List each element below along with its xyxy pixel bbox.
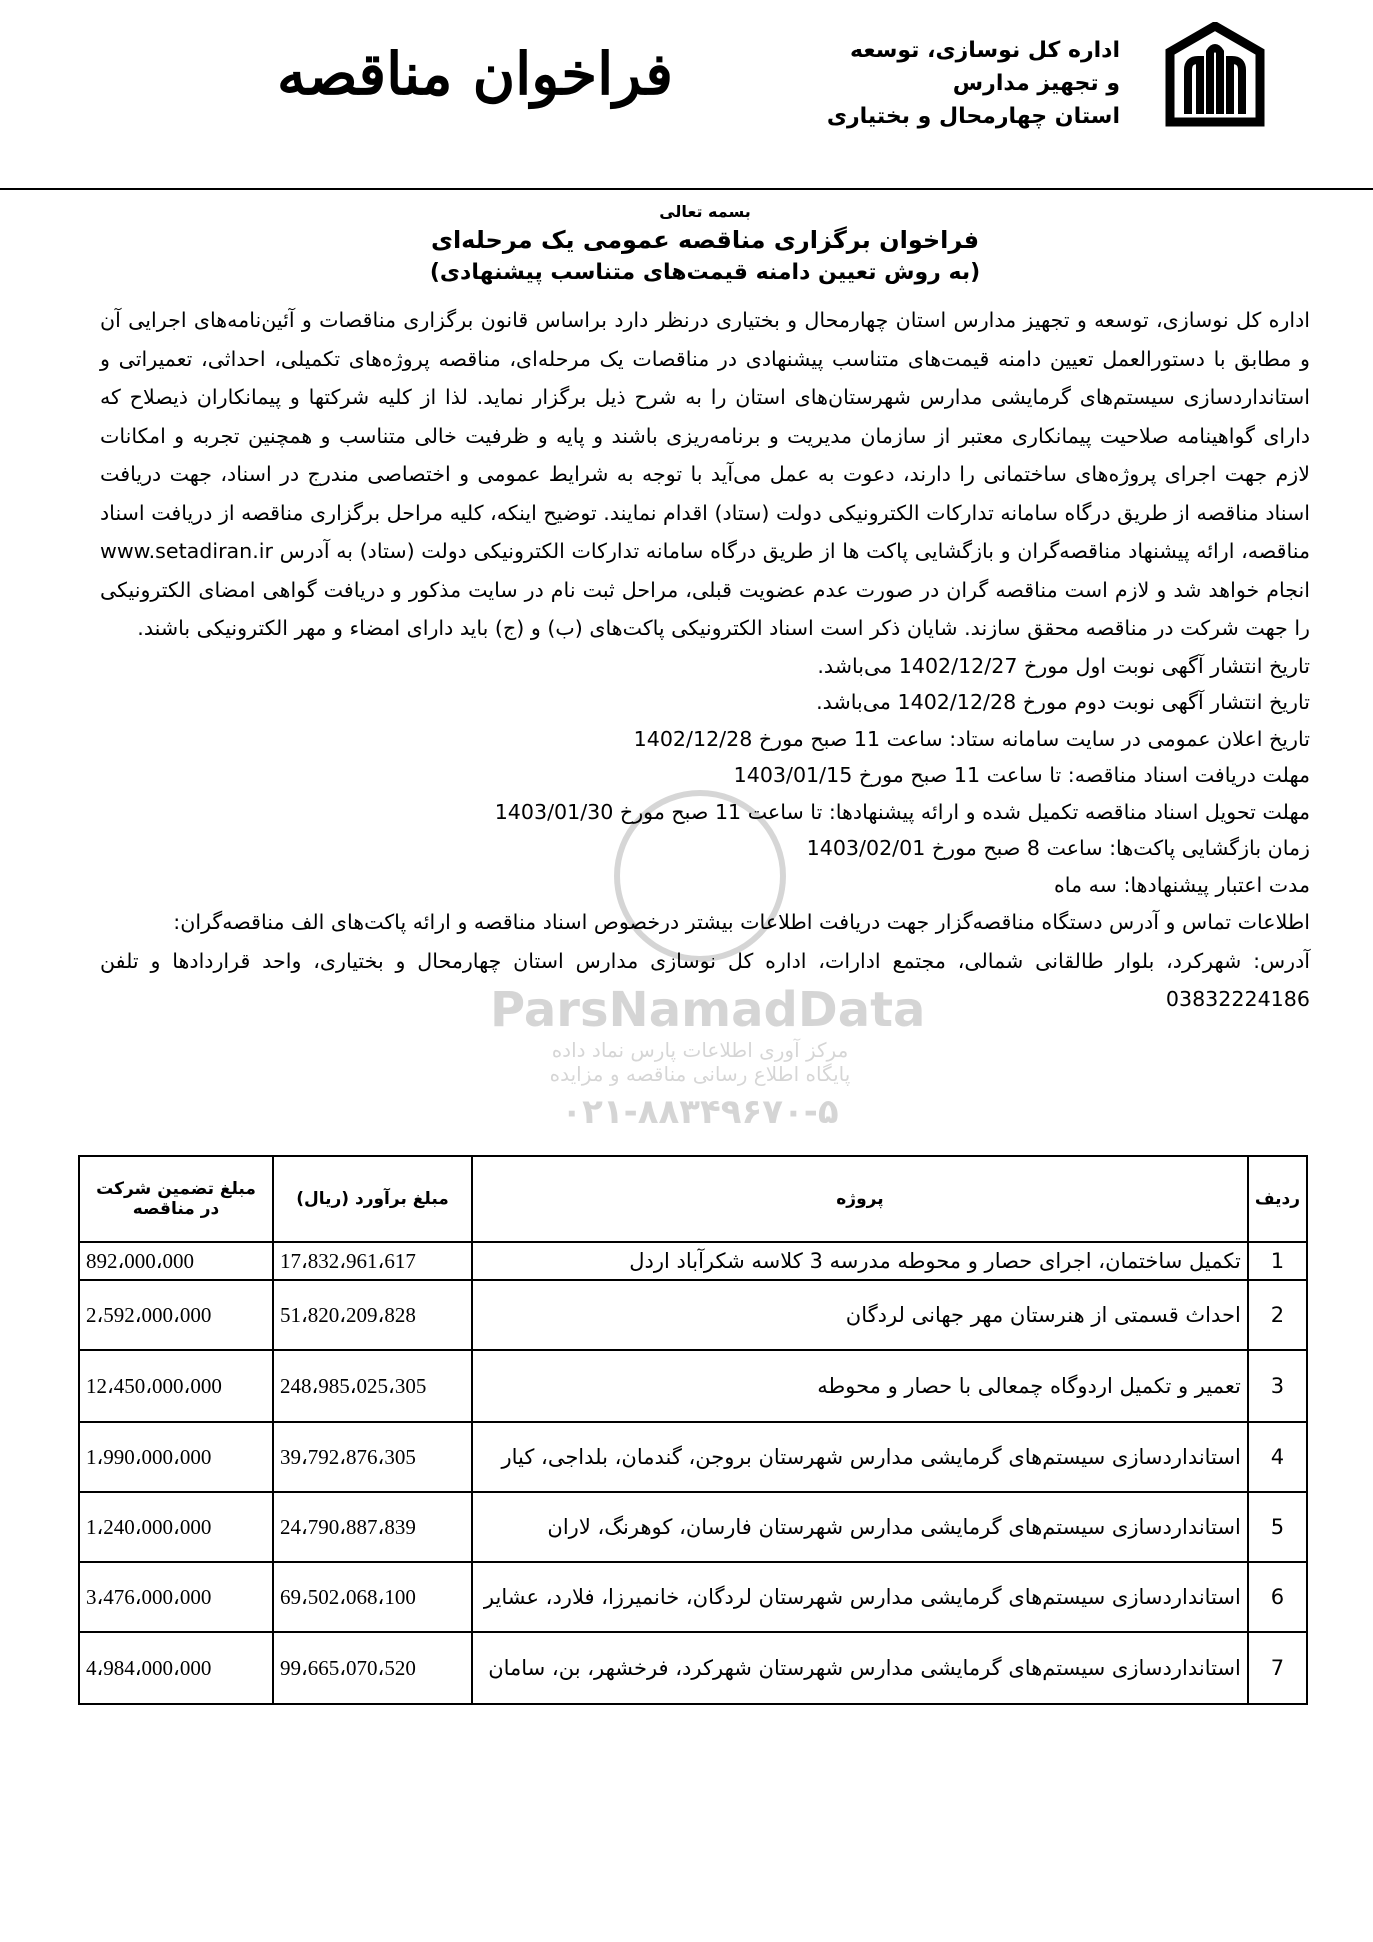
- estimate-amount: 248،985،025،305: [273, 1350, 472, 1422]
- bismillah: بسمه تعالی: [659, 202, 751, 221]
- table-row: [79, 1562, 1307, 1632]
- projects-table: [78, 1155, 1308, 1705]
- org-line-2: و تجهیز مدارس: [952, 71, 1120, 96]
- school-renovation-logo-icon: [1160, 22, 1270, 137]
- table-row: [79, 1492, 1307, 1562]
- row-number: 7: [1248, 1632, 1307, 1704]
- project-name: تعمیر و تکمیل اردوگاه چمعالی با حصار و محوطه: [472, 1350, 1248, 1422]
- organization-name: [780, 34, 1120, 133]
- contact-address: آدرس: شهرکرد، بلوار طالقانی شمالی، مجتمع ادارات، اداره کل نوسازی مدارس استان چهارمحال و بختیاری، واحد قراردادها و تلفن 03832224186: [100, 948, 1310, 1011]
- project-name: تکمیل ساختمان، اجرای حصار و محوطه مدرسه 3 کلاسه شکرآباد اردل: [472, 1242, 1248, 1280]
- submission-deadline: مهلت تحویل اسناد مناقصه تکمیل شده و ارائه پیشنهادها: تا ساعت 11 صبح مورخ 1403/01/30: [494, 799, 1310, 824]
- guarantee-amount: 2،592،000،000: [79, 1280, 273, 1350]
- guarantee-amount: 1،990،000،000: [79, 1422, 273, 1492]
- estimate-amount: 99،665،070،520: [273, 1632, 472, 1704]
- table-header-row: [79, 1156, 1307, 1242]
- project-name: استانداردسازی سیستم‌های گرمایشی مدارس شهرستان شهرکرد، فرخشهر، بن، سامان: [472, 1632, 1248, 1704]
- row-number: 6: [1248, 1562, 1307, 1632]
- opening-time: زمان بازگشایی پاکت‌ها: ساعت 8 صبح مورخ 1403/02/01: [806, 836, 1310, 860]
- announce-date: تاریخ اعلان عمومی در سایت سامانه ستاد: ساعت 11 صبح مورخ 1402/12/28: [633, 726, 1310, 751]
- watermark-line-1: مرکز آوری اطلاعات پارس نماد داده: [551, 1038, 849, 1062]
- watermark-phone: ۰۲۱-۸۸۳۴۹۶۷۰-۵: [561, 1092, 839, 1132]
- table-row: [79, 1632, 1307, 1704]
- estimate-amount: 51،820،209،828: [273, 1280, 472, 1350]
- col-project-header: پروژه: [472, 1156, 1248, 1242]
- col-estimate-header: مبلغ برآورد (ریال): [273, 1156, 472, 1242]
- guarantee-amount: 3،476،000،000: [79, 1562, 273, 1632]
- guarantee-amount: 1،240،000،000: [79, 1492, 273, 1562]
- page-title: فراخوان مناقصه: [277, 40, 673, 108]
- notice-title: فراخوان برگزاری مناقصه عمومی یک مرحله‌ای: [430, 226, 980, 254]
- guarantee-amount: 12،450،000،000: [79, 1350, 273, 1422]
- watermark-brand: ParsNamadData: [490, 982, 926, 1038]
- row-number: 2: [1248, 1280, 1307, 1350]
- notice-body: [100, 202, 1310, 1019]
- document-deadline: مهلت دریافت اسناد مناقصه: تا ساعت 11 صبح مورخ 1403/01/15: [733, 763, 1310, 787]
- watermark-line-2: پایگاه اطلاع رسانی مناقصه و مزایده: [549, 1062, 851, 1086]
- row-number: 1: [1248, 1242, 1307, 1280]
- estimate-amount: 24،790،887،839: [273, 1492, 472, 1562]
- contact-intro: اطلاعات تماس و آدرس دستگاه مناقصه‌گزار جهت دریافت اطلاعات بیشتر درخصوص اسناد مناقصه و ارائه پاکت‌های الف مناقصه‌گران:: [173, 910, 1310, 934]
- row-number: 5: [1248, 1492, 1307, 1562]
- project-name: استانداردسازی سیستم‌های گرمایشی مدارس شهرستان لردگان، خانمیرزا، فلارد، عشایر: [472, 1562, 1248, 1632]
- col-row-header: ردیف: [1248, 1156, 1307, 1242]
- project-name: احداث قسمتی از هنرستان مهر جهانی لردگان: [472, 1280, 1248, 1350]
- project-name: استانداردسازی سیستم‌های گرمایشی مدارس شهرستان بروجن، گندمان، بلداجی، کیار: [472, 1422, 1248, 1492]
- table-row: [79, 1280, 1307, 1350]
- validity-period: مدت اعتبار پیشنهادها: سه ماه: [1053, 872, 1310, 897]
- col-guarantee-header: مبلغ تضمین شرکت در مناقصه: [79, 1156, 273, 1242]
- guarantee-amount: 4،984،000،000: [79, 1632, 273, 1704]
- estimate-amount: 17،832،961،617: [273, 1242, 472, 1280]
- header-divider: [0, 188, 1373, 190]
- org-line-3: استان چهارمحال و بختیاری: [826, 104, 1120, 129]
- page-header: [0, 0, 1373, 190]
- notice-paragraph: اداره کل نوسازی، توسعه و تجهیز مدارس استان چهارمحال و بختیاری درنظر دارد براساس قانون برگزاری مناقصات و آئین‌نامه‌های اجرایی آن و مطابق با دستورالعمل تعیین دامنه قیمت‌های متناسب پیشنهادی در مناقصات یک مرحله‌ای، مناقصه پروژه‌های تکمیلی، احداثی، تعمیراتی و استانداردسازی سیستم‌های گرمایشی مدارس شهرستان‌های استان را به شرح ذیل برگزار نماید. لذا از کلیه شرکتها و پیمانکاران ذیصلاح که دارای گواهینامه صلاحیت پیمانکاری معتبر از سازمان مدیریت و برنامه‌ریزی باشند و پایه و ظرفیت خالی متناسب و همچنین تجربه و امکانات لازم جهت اجرای پروژه‌های ساختمانی را دارند، دعوت به عمل می‌آید با توجه به شرایط عمومی و اختصاصی مندرج در اسناد، جهت دریافت اسناد مناقصه از طریق درگاه سامانه تدارکات الکترونیکی دولت (ستاد) اقدام نمایند. توضیح اینکه، کلیه مراحل برگزاری مناقصه از دریافت اسناد مناقصه، ارائه پیشنهاد مناقصه‌گران و بازگشایی پاکت ها از طریق درگاه سامانه تدارکات الکترونیکی دولت (ستاد) به آدرس www.setadiran.ir انجام خواهد شد و لازم است مناقصه گران در صورت عدم عضویت قبلی، مراحل ثبت نام در سایت مذکور و دریافت گواهی امضای الکترونیکی را جهت شرکت در مناقصه محقق سازند. شایان ذکر است اسناد الکترونیکی پاکت‌های (ب) و (ج) باید دارای امضاء و مهر الکترونیکی باشند.: [100, 308, 1310, 640]
- project-name: استانداردسازی سیستم‌های گرمایشی مدارس شهرستان فارسان، کوهرنگ، لاران: [472, 1492, 1248, 1562]
- row-number: 3: [1248, 1350, 1307, 1422]
- estimate-amount: 69،502،068،100: [273, 1562, 472, 1632]
- table-row: [79, 1422, 1307, 1492]
- table-row: [79, 1350, 1307, 1422]
- row-number: 4: [1248, 1422, 1307, 1492]
- table-row: [79, 1242, 1307, 1280]
- publish-date-2: تاریخ انتشار آگهی نوبت دوم مورخ 1402/12/28 می‌باشد.: [816, 690, 1310, 714]
- notice-subtitle: (به روش تعیین دامنه قیمت‌های متناسب پیشنهادی): [429, 260, 981, 285]
- org-line-1: اداره کل نوسازی، توسعه: [849, 38, 1120, 63]
- estimate-amount: 39،792،876،305: [273, 1422, 472, 1492]
- publish-date-1: تاریخ انتشار آگهی نوبت اول مورخ 1402/12/27 می‌باشد.: [817, 653, 1310, 678]
- guarantee-amount: 892،000،000: [79, 1242, 273, 1280]
